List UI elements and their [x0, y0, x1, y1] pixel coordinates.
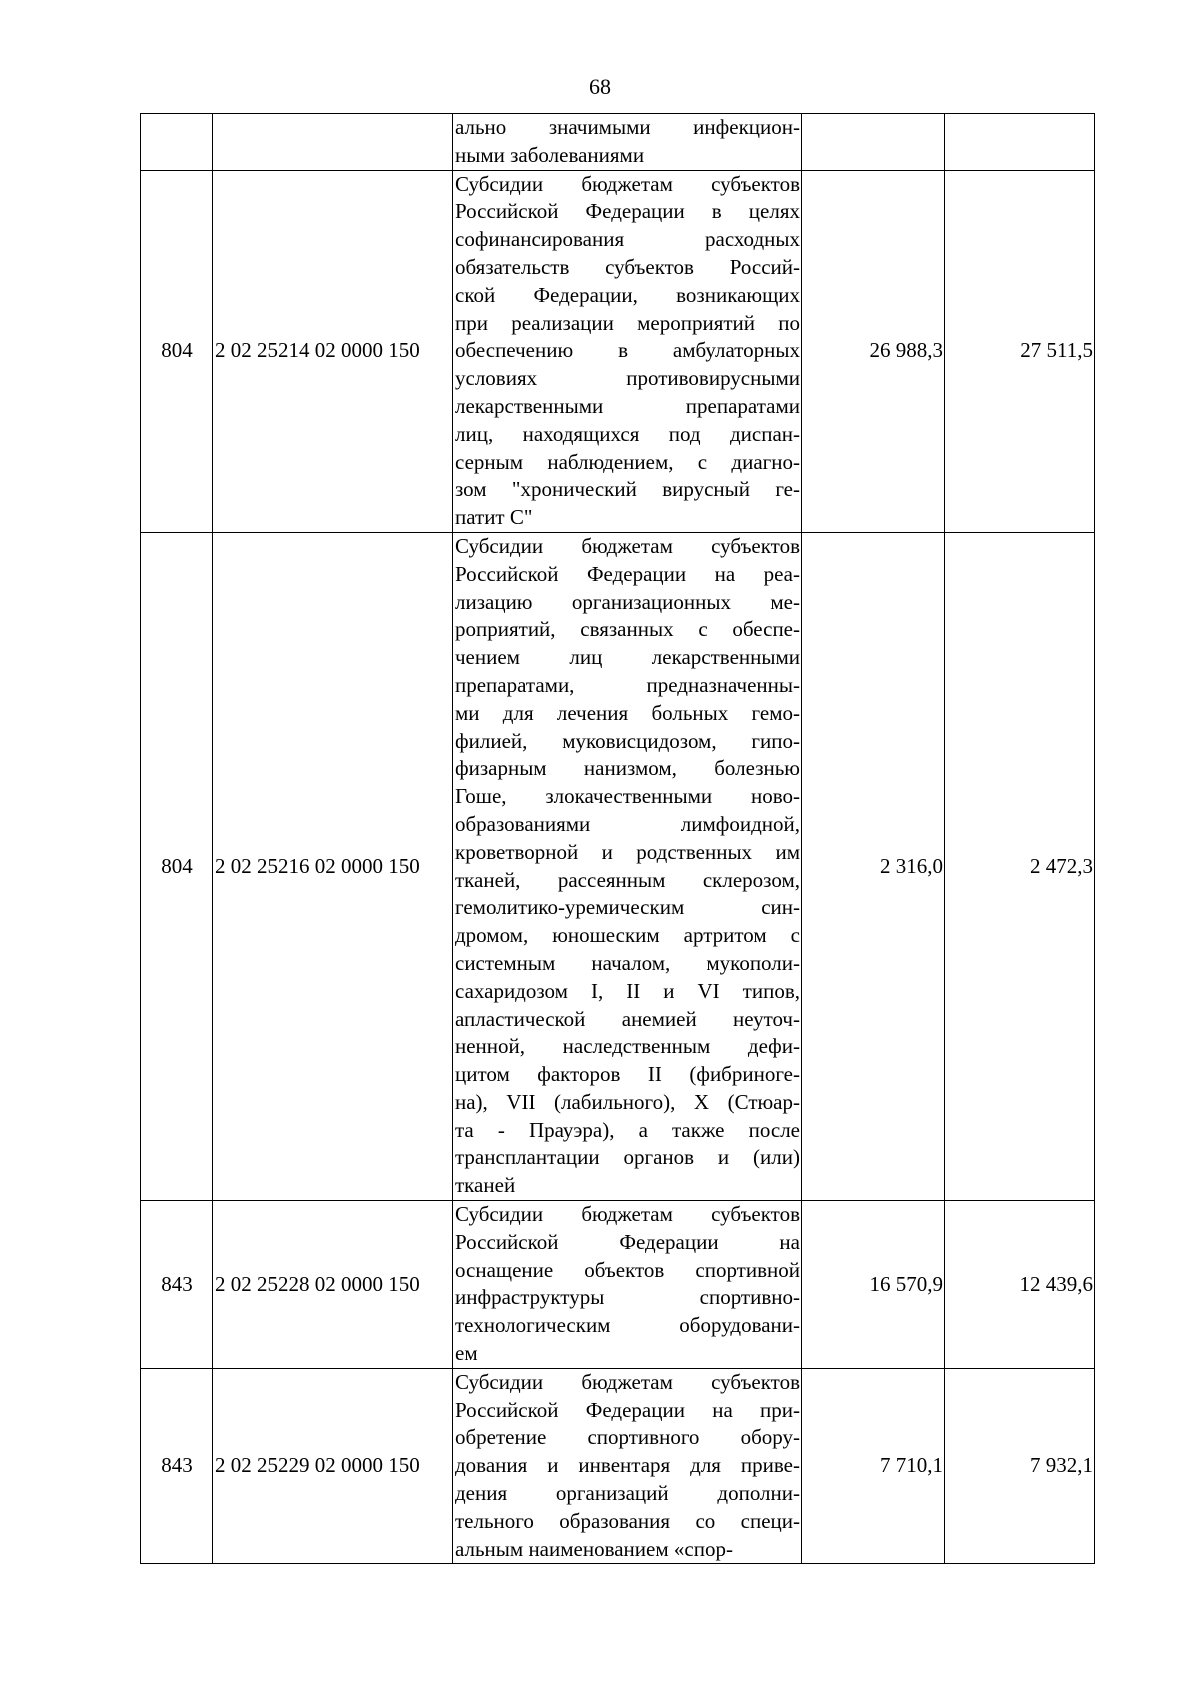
revenue-name-line: условиях противовирусными [455, 366, 800, 391]
revenue-name-line: ской Федерации, возникающих [455, 282, 800, 307]
revenue-name-line: Субсидии бюджетам субъектов [455, 171, 800, 196]
revenue-name-line: патит С" [455, 505, 533, 530]
amount-year-1-cell: 16 570,9 [802, 1201, 945, 1369]
revenue-name-line: Российской Федерации на реа- [455, 561, 800, 586]
revenue-name-line: лекарственными препаратами [455, 393, 800, 418]
revenue-name-line: оснащение объектов спортивной [455, 1257, 800, 1282]
revenue-name-line: дения организаций дополни- [455, 1481, 800, 1506]
revenue-name-line: препаратами, предназначенны- [455, 672, 800, 697]
revenue-name-line: Российской Федерации на [455, 1229, 800, 1254]
revenue-name-line: физарным нанизмом, болезнью [455, 756, 800, 781]
amount-year-2-cell: 2 472,3 [945, 532, 1095, 1200]
admin-code-cell: 804 [141, 170, 213, 532]
revenue-name-line: Российской Федерации в целях [455, 199, 800, 224]
budget-classification-code-cell: 2 02 25229 02 0000 150 [213, 1368, 453, 1564]
admin-code-cell: 804 [141, 532, 213, 1200]
revenue-name-line: ми для лечения больных гемо- [455, 700, 800, 725]
revenue-name-line: обретение спортивного обору- [455, 1425, 800, 1450]
revenue-name-line: трансплантации органов и (или) [455, 1145, 800, 1170]
revenue-name-line: зом "хронический вирусный ге- [455, 477, 800, 502]
revenue-name-line: апластической анемией неуточ- [455, 1006, 800, 1031]
revenue-name-line: чением лиц лекарственными [455, 645, 800, 670]
revenue-name-cell [453, 532, 802, 1200]
revenue-name-line: цитом факторов II (фибриноге- [455, 1062, 800, 1087]
revenue-name-line: тканей, рассеянным склерозом, [455, 867, 800, 892]
revenue-name-line: лиц, находящихся под диспан- [455, 421, 800, 446]
revenue-name-line: роприятий, связанных с обеспе- [455, 617, 800, 642]
revenue-name-line: гемолитико-уремическим син- [455, 895, 800, 920]
revenue-name-line: тканей [455, 1173, 516, 1198]
admin-code-cell: 843 [141, 1368, 213, 1564]
revenue-name-line: Гоше, злокачественными ново- [455, 784, 800, 809]
page-number: 68 [589, 74, 611, 99]
revenue-name-line: Субсидии бюджетам субъектов [455, 533, 800, 558]
budget-classification-code-cell [213, 114, 453, 171]
revenue-name-line: системным началом, мукополи- [455, 950, 800, 975]
revenue-name-line: обеспечению в амбулаторных [455, 338, 800, 363]
revenue-name-line: обязательств субъектов Россий- [455, 254, 800, 279]
admin-code-cell [141, 114, 213, 171]
revenue-name-line: кроветворной и родственных им [455, 839, 800, 864]
amount-year-1-cell: 2 316,0 [802, 532, 945, 1200]
revenue-name-cell [453, 114, 802, 171]
revenue-name-cell [453, 1368, 802, 1564]
revenue-name-line: инфраструктуры спортивно- [455, 1285, 800, 1310]
revenue-name-line: Субсидии бюджетам субъектов [455, 1202, 800, 1227]
amount-year-2-cell [945, 114, 1095, 171]
revenue-name-cell [453, 1201, 802, 1369]
revenue-name-line: дования и инвентаря для приве- [455, 1453, 800, 1478]
amount-year-1-cell: 26 988,3 [802, 170, 945, 532]
budget-classification-code-cell: 2 02 25214 02 0000 150 [213, 170, 453, 532]
amount-year-1-cell [802, 114, 945, 171]
budget-classification-code-cell: 2 02 25228 02 0000 150 [213, 1201, 453, 1369]
revenue-name-line: технологическим оборудовани- [455, 1313, 800, 1338]
table-row [141, 1201, 1095, 1369]
revenue-name-line: ненной, наследственным дефи- [455, 1034, 800, 1059]
budget-table [140, 113, 1095, 1564]
amount-year-2-cell: 7 932,1 [945, 1368, 1095, 1564]
revenue-name-line: Российской Федерации на при- [455, 1397, 800, 1422]
revenue-name-line: сахаридозом I, II и VI типов, [455, 978, 800, 1003]
revenue-name-line: образованиями лимфоидной, [455, 811, 800, 836]
revenue-name-line: на), VII (лабильного), X (Стюар- [455, 1089, 800, 1114]
table-row [141, 1368, 1095, 1564]
admin-code-cell: 843 [141, 1201, 213, 1369]
amount-year-1-cell: 7 710,1 [802, 1368, 945, 1564]
revenue-name-line: лизацию организационных ме- [455, 589, 800, 614]
revenue-name-line: при реализации мероприятий по [455, 310, 800, 335]
revenue-name-line: дромом, юношеским артритом с [455, 923, 800, 948]
revenue-name-line: альным наименованием «спор- [455, 1536, 733, 1561]
revenue-name-line: софинансирования расходных [455, 227, 800, 252]
revenue-name-line: Субсидии бюджетам субъектов [455, 1369, 800, 1394]
revenue-name-line: тельного образования со специ- [455, 1508, 800, 1533]
table-row [141, 170, 1095, 532]
revenue-name-line: ем [455, 1341, 478, 1366]
revenue-name-line: филией, муковисцидозом, гипо- [455, 728, 800, 753]
revenue-name-line: та - Прауэра), а также после [455, 1117, 800, 1142]
revenue-name-line: ально значимыми инфекцион- [455, 115, 800, 139]
table-row [141, 532, 1095, 1200]
table-row [141, 114, 1095, 171]
revenue-name-cell [453, 170, 802, 532]
revenue-name-line: ными заболеваниями [455, 142, 645, 167]
amount-year-2-cell: 12 439,6 [945, 1201, 1095, 1369]
amount-year-2-cell: 27 511,5 [945, 170, 1095, 532]
revenue-name-line: серным наблюдением, с диагно- [455, 449, 800, 474]
budget-classification-code-cell: 2 02 25216 02 0000 150 [213, 532, 453, 1200]
table-body [141, 114, 1095, 1564]
